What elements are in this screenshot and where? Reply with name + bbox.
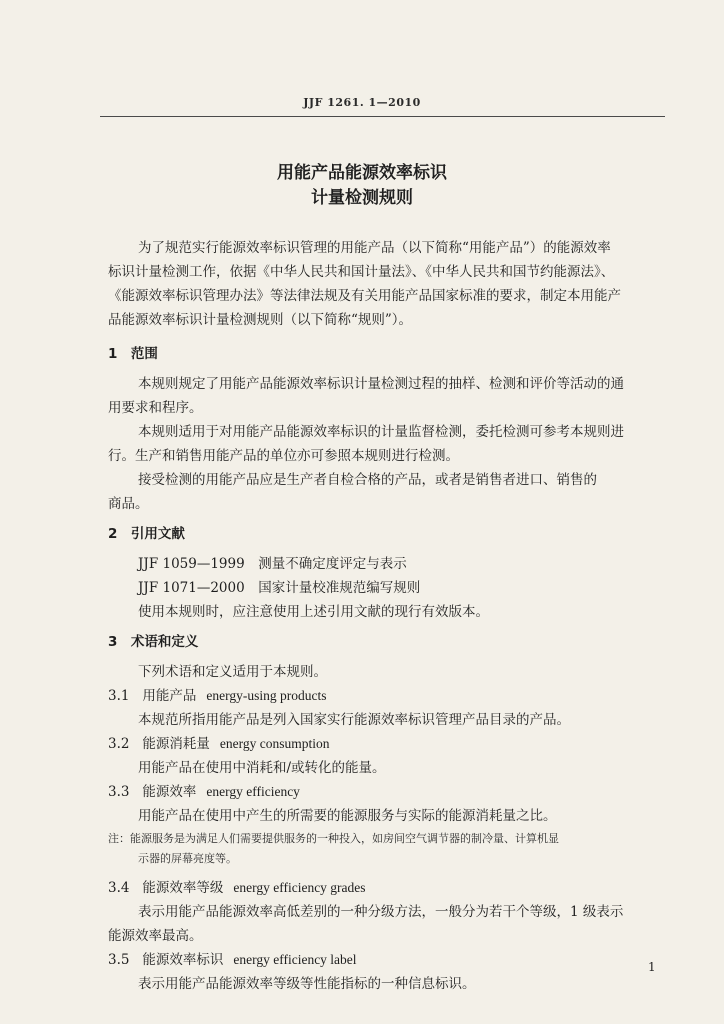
term-3-1 [108, 684, 326, 704]
term-zh: 能源效率等级 [142, 880, 224, 896]
term-3-3 [108, 780, 300, 800]
term-3-5-def: 表示用能产品能源效率等级等性能指标的一种信息标识。 [138, 976, 476, 992]
term-3-3-def: 用能产品在使用中产生的所需要的能源服务与实际的能源消耗量之比。 [138, 808, 557, 824]
section-2-heading: 2 引用文献 [108, 526, 185, 542]
term-3-3-note-line1: 注：能源服务是为满足人们需要提供服务的一种投入，如房间空气调节器的制冷量、计算机显 [108, 832, 559, 845]
term-en: energy efficiency grades [233, 880, 366, 895]
s1-p3-line1: 接受检测的用能产品应是生产者自检合格的产品，或者是销售者进口、销售的 [138, 472, 597, 488]
header-rule [100, 116, 665, 117]
s3-intro: 下列术语和定义适用于本规则。 [138, 664, 327, 680]
term-en: energy efficiency [206, 784, 300, 799]
intro-line-1: 为了规范实行能源效率标识管理的用能产品（以下简称“用能产品”）的能源效率 [138, 240, 611, 256]
term-3-1-def: 本规范所指用能产品是列入国家实行能源效率标识管理产品目录的产品。 [138, 712, 570, 728]
term-zh: 能源效率 [142, 784, 197, 800]
s1-p3-line2: 商品。 [108, 496, 149, 512]
reference-1: JJF 1059—1999 测量不确定度评定与表示 [138, 556, 407, 572]
intro-line-2: 标识计量检测工作，依据《中华人民共和国计量法》、《中华人民共和国节约能源法》、 [108, 264, 615, 280]
term-3-2 [108, 732, 329, 752]
intro-line-4: 品能源效率标识计量检测规则（以下简称“规则”）。 [108, 312, 413, 328]
s1-p2-line2: 行。生产和销售用能产品的单位亦可参照本规则进行检测。 [108, 448, 459, 464]
term-zh: 能源消耗量 [142, 736, 210, 752]
term-3-4-def-line2: 能源效率最高。 [108, 928, 203, 944]
s1-p1-line1: 本规则规定了用能产品能源效率标识计量检测过程的抽样、检测和评价等活动的通 [138, 376, 624, 392]
term-3-4-def-line1: 表示用能产品能源效率高低差别的一种分级方法，一般分为若干个等级，1 级表示 [138, 904, 624, 920]
term-zh: 用能产品 [142, 688, 197, 704]
term-number: 3.1 [108, 688, 130, 704]
s1-p1-line2: 用要求和程序。 [108, 400, 203, 416]
reference-2: JJF 1071—2000 国家计量校准规范编写规则 [138, 580, 421, 596]
term-3-2-def: 用能产品在使用中消耗和/或转化的能量。 [138, 760, 386, 776]
term-number: 3.5 [108, 952, 130, 968]
section-1-heading: 1 范围 [108, 346, 158, 362]
term-number: 3.3 [108, 784, 130, 800]
intro-line-3: 《能源效率标识管理办法》等法律法规及有关用能产品国家标准的要求，制定本用能产 [108, 288, 621, 304]
term-zh: 能源效率标识 [142, 952, 224, 968]
term-en: energy efficiency label [233, 952, 357, 967]
term-en: energy consumption [219, 736, 330, 751]
term-en: energy-using products [206, 688, 327, 703]
doc-title-line1: 用能产品能源效率标识 [277, 163, 447, 183]
section-3-heading: 3 术语和定义 [108, 634, 199, 650]
s1-p2-line1: 本规则适用于对用能产品能源效率标识的计量监督检测，委托检测可参考本规则进 [138, 424, 624, 440]
term-3-3-note-line2: 示器的屏幕亮度等。 [138, 852, 237, 865]
standard-code-header: JJF 1261. 1—2010 [303, 96, 421, 109]
term-3-5 [108, 948, 357, 968]
term-number: 3.4 [108, 880, 130, 896]
page-number: 1 [648, 960, 656, 974]
reference-note: 使用本规则时，应注意使用上述引用文献的现行有效版本。 [138, 604, 489, 620]
term-3-4 [108, 876, 366, 896]
doc-title-line2: 计量检测规则 [311, 188, 413, 208]
term-number: 3.2 [108, 736, 130, 752]
